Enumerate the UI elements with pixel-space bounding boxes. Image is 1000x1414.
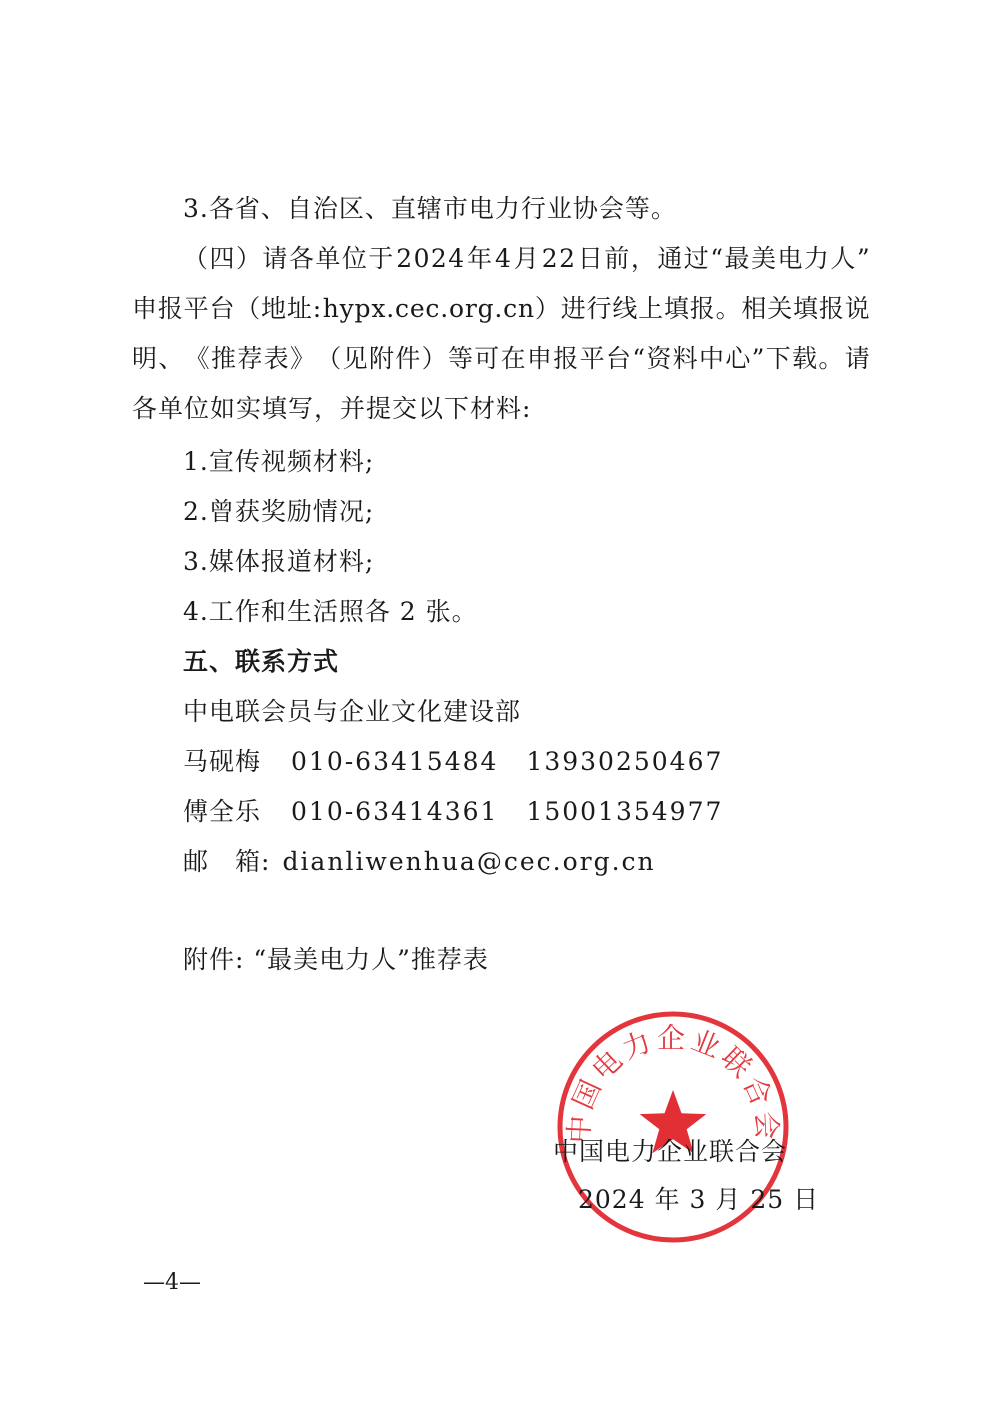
contact-phone: 010-63414361 (291, 797, 499, 826)
attachment-line: 附件: “最美电力人”推荐表 (183, 945, 489, 974)
signature-organization: 中国电力企业联合会 (553, 1137, 788, 1166)
contact-name: 马砚梅 (183, 747, 262, 776)
material-item: 1.宣传视频材料; (183, 447, 375, 476)
list-item-provincial-associations: 3.各省、自治区、直辖市电力行业协会等。 (183, 194, 677, 223)
contact-mobile: 15001354977 (526, 797, 724, 826)
contact-row (183, 745, 723, 779)
contact-mobile: 13930250467 (526, 747, 724, 776)
contact-name: 傅全乐 (183, 797, 262, 826)
section-4-line-4: 各单位如实填写，并提交以下材料: (132, 394, 532, 423)
contact-phone: 010-63415484 (291, 747, 499, 776)
material-item: 3.媒体报道材料; (183, 547, 375, 576)
email-label: 邮 箱: (183, 847, 271, 876)
email-address: dianliwenhua@cec.org.cn (282, 847, 656, 876)
contact-row (183, 795, 723, 829)
material-item: 4.工作和生活照各 2 张。 (183, 597, 478, 626)
department-name: 中电联会员与企业文化建设部 (183, 697, 522, 726)
seal-text: 中国电力企业联合会 (562, 1021, 784, 1144)
page-number: —4— (143, 1270, 201, 1295)
section-4-line-3: 明 、 《 推 荐 表 》 （ 见 附 件 ） 等 可 在 申 报 平 台 “ 资 料 中 心 ” 下 载 。 请 (132, 344, 870, 373)
signature-date: 2024 年 3 月 25 日 (578, 1185, 820, 1214)
material-item: 2.曾获奖励情况; (183, 497, 375, 526)
contact-heading: 五、联系方式 (183, 647, 340, 676)
section-4-line-1: （ 四 ） 请 各 单 位 于 2 0 2 4 年 4 月 2 2 日 前 ， 通 过 “ 最 美 电 力 人 ” (183, 244, 870, 273)
email-row (183, 845, 656, 879)
section-4-line-2: 申 报 平 台 （ 地 址 : h y p x . c e c . o r g . c n ） 进 行 线 上 填 报 。 相 关 填 报 说 (132, 294, 870, 323)
